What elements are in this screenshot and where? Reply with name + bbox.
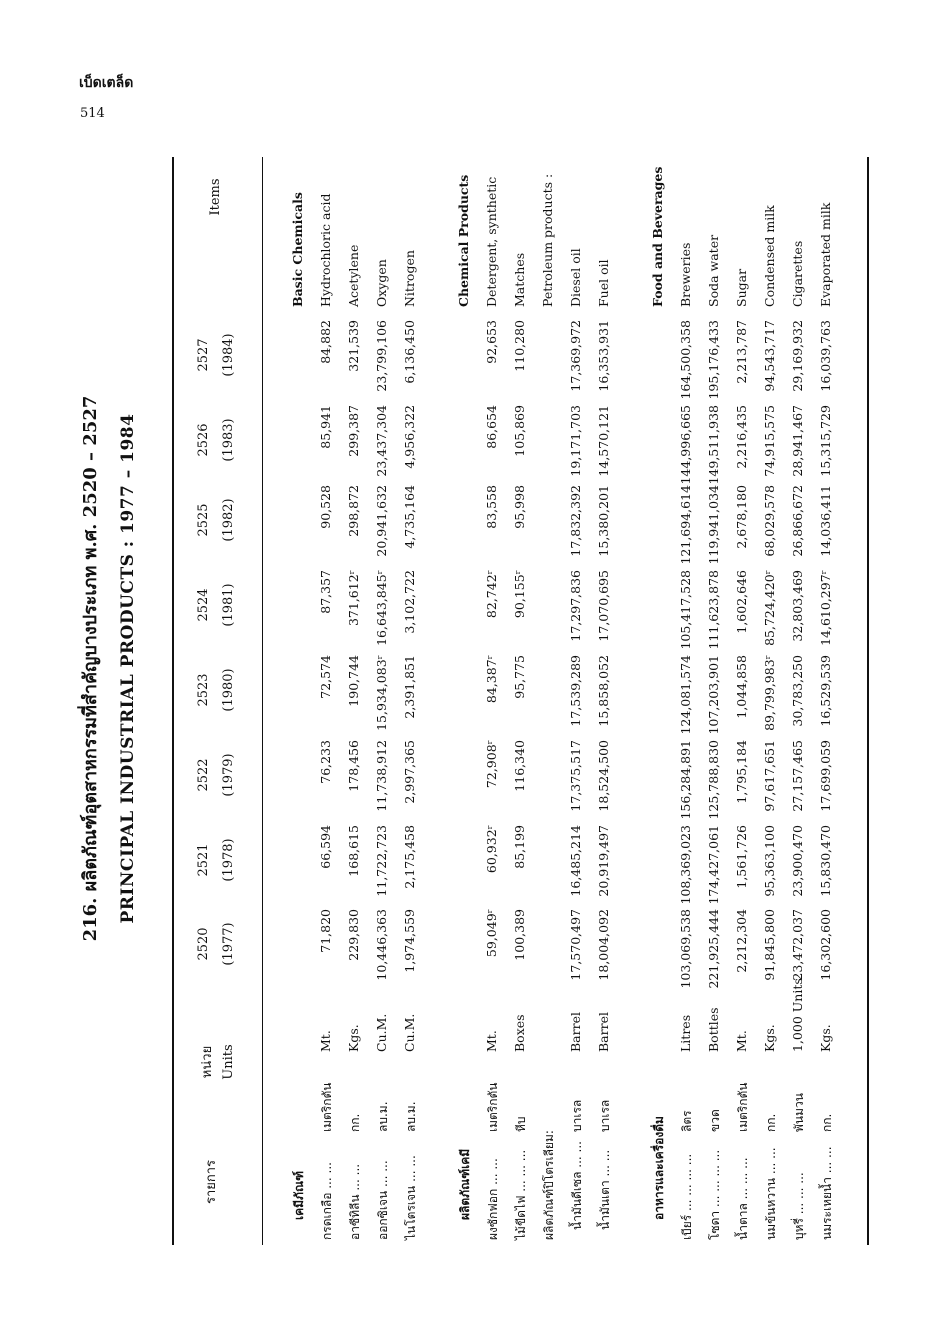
value-cell: 2,175,458 [402,825,417,889]
item-label-english: Soda water [706,234,721,307]
unit-english: Bottles [706,1007,721,1052]
value-cell: 27,157,465 [790,740,805,812]
value-cell: 16,302,600 [818,909,833,981]
value-cell: 108,369,023 [678,825,693,905]
year-header-be: 2527 [196,338,211,372]
value-cell: 17,070,695 [596,570,611,642]
item-label-english: Nitrogen [402,250,417,307]
value-cell: 85,941 [318,405,333,449]
item-label-thai: นมข้นหวาน ... ... [764,1147,778,1240]
unit-thai: เมตริกตัน [486,1082,500,1132]
unit-english: Barrel [568,1012,583,1052]
unit-thai: หีบ [514,1116,528,1132]
value-cell: 83,558 [484,485,499,529]
value-cell: 66,594 [318,825,333,869]
year-header-ce: (1983) [221,418,236,462]
value-cell: 6,136,450 [402,320,417,384]
value-cell: 4,735,164 [402,485,417,549]
unit-thai: เมตริกตัน [320,1082,334,1132]
year-header-be: 2522 [196,758,211,792]
value-cell: 195,176,433 [706,320,721,400]
unit-english: Mt. [734,1030,749,1052]
value-cell: 85,724,420ʳ [762,570,777,646]
year-header-ce: (1978) [221,838,236,882]
table-row [346,0,368,1337]
value-cell: 15,830,470 [818,825,833,897]
value-cell: 15,858,052 [596,655,611,727]
item-label-english: Condensed milk [762,205,777,307]
value-cell: 17,699,059 [818,740,833,812]
unit-thai: ลิตร [680,1110,694,1132]
item-label-thai: อาซีทิลีน ... ... [348,1163,362,1240]
unit-thai: บาเรล [570,1099,584,1132]
value-cell: 321,539 [346,320,361,372]
value-cell: 15,315,729 [818,405,833,477]
value-cell: 23,900,470 [790,825,805,897]
value-cell: 15,380,201 [596,485,611,557]
value-cell: 23,799,106 [374,320,389,392]
value-cell: 10,446,363 [374,909,389,981]
table-row [818,0,840,1337]
item-label-thai: น้ำตาล ... ... ... [736,1157,750,1240]
value-cell: 18,524,500 [596,740,611,812]
unit-english: Litres [678,1014,693,1052]
unit-thai: พันมวน [792,1093,806,1132]
item-label-english: Evaporated milk [818,202,833,307]
unit-english: Barrel [596,1012,611,1052]
value-cell: 1,602,646 [734,570,749,634]
value-cell: 14,570,121 [596,405,611,477]
value-cell: 144,996,665 [678,405,693,485]
item-label-english: Cigarettes [790,240,805,307]
value-cell: 85,199 [512,825,527,869]
value-cell: 190,744 [346,655,361,707]
value-cell: 86,654 [484,405,499,449]
table-row [568,0,590,1337]
subsection-label-thai: ผลิตภัณฑ์ปิโตรเลียม: [542,1130,556,1240]
table-row [596,0,618,1337]
section-label-thai: อาหารและเครื่องดื่ม [652,1116,666,1220]
value-cell: 107,203,901 [706,655,721,735]
item-label-thai: น้ำมันดีเซล ... ... [570,1141,584,1230]
header-unit-english: Units [221,1044,236,1080]
subsection-label-english: Petroleum products : [540,173,555,307]
value-cell: 68,029,578 [762,485,777,557]
value-cell: 95,363,100 [762,825,777,897]
value-cell: 178,456 [346,740,361,792]
value-cell: 149,511,938 [706,405,721,485]
item-label-english: Sugar [734,268,749,307]
value-cell: 15,934,083ʳ [374,655,389,731]
value-cell: 19,171,703 [568,405,583,477]
value-cell: 17,832,392 [568,485,583,557]
value-cell: 1,561,726 [734,825,749,889]
item-label-english: Fuel oil [596,259,611,307]
header-rule [262,157,263,1245]
table-row [512,0,534,1337]
year-header-ce: (1982) [221,498,236,542]
table-bottom-rule [867,157,869,1245]
value-cell: 164,500,358 [678,320,693,400]
value-cell: 59,049ʳ [484,909,499,958]
value-cell: 229,830 [346,909,361,961]
table-row [790,0,812,1337]
value-cell: 14,036,411 [818,485,833,557]
year-header-ce: (1984) [221,333,236,377]
table-row [374,0,396,1337]
value-cell: 71,820 [318,909,333,953]
value-cell: 91,845,800 [762,909,777,981]
year-header-ce: (1980) [221,668,236,712]
value-cell: 17,369,972 [568,320,583,392]
value-cell: 95,775 [512,655,527,699]
value-cell: 299,387 [346,405,361,457]
year-header-be: 2525 [196,503,211,537]
unit-english: Mt. [318,1030,333,1052]
section-label-thai: เคมีภัณฑ์ [292,1170,306,1220]
value-cell: 298,872 [346,485,361,537]
unit-thai: ลบ.ม. [376,1101,390,1132]
value-cell: 2,678,180 [734,485,749,549]
item-label-thai: กรดเกลือ ... ... [320,1162,334,1240]
item-label-english: Hydrochloric acid [318,193,333,307]
item-label-english: Matches [512,252,527,307]
year-header-be: 2521 [196,843,211,877]
value-cell: 17,539,289 [568,655,583,727]
value-cell: 23,437,304 [374,405,389,477]
unit-english: Kgs. [346,1024,361,1052]
value-cell: 72,574 [318,655,333,699]
value-cell: 76,233 [318,740,333,784]
unit-english: Mt. [484,1030,499,1052]
value-cell: 17,570,497 [568,909,583,981]
section-label-english: Chemical Products [456,174,471,307]
value-cell: 90,528 [318,485,333,529]
item-label-thai: น้ำมันเตา ... ... [598,1149,612,1230]
value-cell: 16,039,763 [818,320,833,392]
value-cell: 84,387ʳ [484,655,499,704]
unit-english: Kgs. [762,1024,777,1052]
section-row [456,0,478,1337]
header-item-thai: รายการ [204,1159,219,1205]
value-cell: 11,738,912 [374,740,389,812]
value-cell: 30,783,250 [790,655,805,727]
unit-english: Cu.M. [402,1013,417,1052]
year-header-ce: (1977) [221,922,236,966]
item-label-english: Diesel oil [568,248,583,307]
value-cell: 105,869 [512,405,527,457]
section-label-english: Food and Beverages [650,166,665,307]
year-header-ce: (1981) [221,583,236,627]
item-label-thai: ผงซักฟอก ... ... [486,1158,500,1240]
unit-thai: กก. [820,1113,834,1132]
value-cell: 16,529,539 [818,655,833,727]
value-cell: 121,694,614 [678,485,693,565]
table-row [484,0,506,1337]
running-head: เบ็ดเตล็ด [79,75,134,91]
value-cell: 92,653 [484,320,499,364]
unit-english: Boxes [512,1014,527,1052]
value-cell: 16,485,214 [568,825,583,897]
value-cell: 90,155ʳ [512,570,527,619]
value-cell: 3,102,722 [402,570,417,634]
value-cell: 2,997,365 [402,740,417,804]
item-label-english: Detergent, synthetic [484,176,499,307]
year-header-be: 2520 [196,927,211,961]
value-cell: 18,004,092 [596,909,611,981]
value-cell: 94,543,717 [762,320,777,392]
item-label-thai: โซดา ... ... ... ... [708,1149,722,1240]
item-label-thai: ออกซิเจน ... ... [376,1160,390,1240]
year-header-be: 2524 [196,588,211,622]
value-cell: 168,615 [346,825,361,877]
section-label-english: Basic Chemicals [290,192,305,307]
value-cell: 103,069,538 [678,909,693,989]
header-unit-thai: หน่วย [200,1045,215,1079]
value-cell: 174,427,061 [706,825,721,905]
value-cell: 17,375,517 [568,740,583,812]
value-cell: 17,297,836 [568,570,583,642]
value-cell: 2,216,435 [734,405,749,469]
table-row [678,0,700,1337]
table-row [402,0,424,1337]
unit-thai: เมตริกตัน [736,1082,750,1132]
unit-thai: ลบ.ม. [404,1101,418,1132]
value-cell: 26,866,672 [790,485,805,557]
value-cell: 116,340 [512,740,527,792]
value-cell: 72,908ʳ [484,740,499,789]
table-row [318,0,340,1337]
header-items-english: Items [208,178,223,216]
value-cell: 84,882 [318,320,333,364]
section-row [540,0,562,1337]
page-number: 514 [80,106,105,121]
value-cell: 2,213,787 [734,320,749,384]
value-cell: 221,925,444 [706,909,721,989]
value-cell: 156,284,891 [678,740,693,820]
value-cell: 29,169,932 [790,320,805,392]
table-title-thai: 216. ผลิตภัณฑ์อุตสาหกรรมที่สำคัญบางประเภท พ.ศ. 2520 – 2527 [80,395,101,942]
value-cell: 28,941,467 [790,405,805,477]
value-cell: 371,612ʳ [346,570,361,627]
value-cell: 32,803,469 [790,570,805,642]
unit-thai: กก. [348,1113,362,1132]
table-top-rule [172,157,174,1245]
value-cell: 105,417,528 [678,570,693,650]
section-row [650,0,672,1337]
unit-english: Cu.M. [374,1013,389,1052]
value-cell: 110,280 [512,320,527,372]
item-label-english: Oxygen [374,259,389,307]
value-cell: 20,919,497 [596,825,611,897]
item-label-english: Acetylene [346,244,361,307]
value-cell: 16,353,931 [596,320,611,392]
year-header-be: 2523 [196,673,211,707]
value-cell: 111,623,878 [706,570,721,650]
value-cell: 74,915,575 [762,405,777,477]
year-header-ce: (1979) [221,753,236,797]
item-label-thai: ไม้ขีดไฟ ... ... ... [514,1149,528,1240]
section-label-thai: ผลิตภัณฑ์เคมี [458,1148,472,1220]
value-cell: 4,956,322 [402,405,417,469]
table-row [706,0,728,1337]
value-cell: 82,742ʳ [484,570,499,619]
value-cell: 1,795,184 [734,740,749,804]
value-cell: 100,389 [512,909,527,961]
unit-english: 1,000 Units [790,978,805,1052]
value-cell: 97,617,651 [762,740,777,812]
item-label-english: Breweries [678,242,693,307]
value-cell: 11,722,723 [374,825,389,897]
value-cell: 89,799,983ʳ [762,655,777,731]
value-cell: 1,974,559 [402,909,417,973]
value-cell: 87,357 [318,570,333,614]
unit-thai: กก. [764,1113,778,1132]
item-label-thai: เบียร์ ... ... ... ... [680,1153,694,1240]
year-header-be: 2526 [196,423,211,457]
table-row [762,0,784,1337]
item-label-thai: นมระเหยน้ำ ... ... [820,1146,834,1240]
value-cell: 125,788,830 [706,740,721,820]
value-cell: 23,472,037 [790,909,805,981]
unit-thai: ขวด [708,1109,722,1132]
value-cell: 20,941,632 [374,485,389,557]
value-cell: 60,932ʳ [484,825,499,874]
item-label-thai: ไนโตรเจน ... ... [404,1155,418,1240]
value-cell: 2,212,304 [734,909,749,973]
table-title-english: PRINCIPAL INDUSTRIAL PRODUCTS : 1977 – 1984 [118,413,138,924]
table-row [734,0,756,1337]
value-cell: 119,941,034 [706,485,721,565]
section-row [290,0,312,1337]
value-cell: 2,391,851 [402,655,417,719]
unit-thai: บาเรล [598,1099,612,1132]
value-cell: 16,643,845ʳ [374,570,389,646]
unit-english: Kgs. [818,1024,833,1052]
value-cell: 14,610,297ʳ [818,570,833,646]
value-cell: 95,998 [512,485,527,529]
item-label-thai: บุหรี่ ... ... ... [792,1172,806,1240]
value-cell: 124,081,574 [678,655,693,735]
value-cell: 1,044,858 [734,655,749,719]
